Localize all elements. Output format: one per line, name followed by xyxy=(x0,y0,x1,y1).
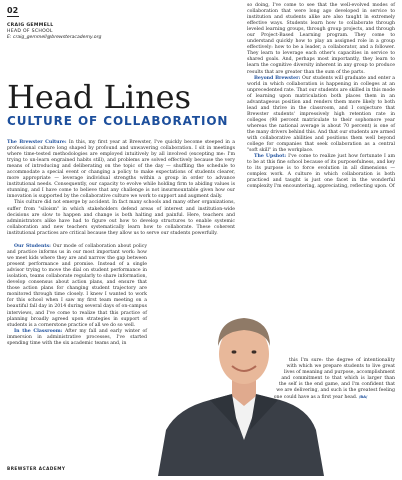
run-in-heading: Our Students: xyxy=(14,244,51,249)
page-number: 02 xyxy=(7,6,19,15)
paragraph-text: this I'm sure: the degree of intentionality with which we prepare students to live great lives of meaning and purpose, accomplishment and commitment to that which is larger than the self is the end game, and I'm confident that we are delivering, and such is the greatest feeling one could have as a first year head. xyxy=(273,358,395,401)
run-in-heading: The Upshot: xyxy=(254,154,287,160)
author-block xyxy=(7,23,101,41)
right-column xyxy=(247,3,395,190)
email-prefix: E: xyxy=(7,35,13,40)
paragraph-text: Our mode of collaboration about policy and practice informs us in our most important work: how we meet kids where they are and narrow the gap between present performance and promise. Instead of a single advisor trying to move the dial on student performance in isolation, teams collaborate regularly to share information, develop consensus about action plans, and ensure that those action plans for changing student trajectory are monitored through time closely. I knew I wanted to work for this school when I saw my first team meeting on a beautiful fall day in 2014 during several days of on-campus interviews, and I've come to realize that this practice of planning broadly agreed upon strategies in support of students is a cornerstone practice of all we do so well. xyxy=(7,244,147,328)
paragraph-text: I've come to realize just how fortunate I am to be at this fine school because of its purposefulness, and key to its purpose is to force evolution in all dimensions — complex work. A culture in which collaboration is both practiced and taught is just one facet in the wonderful complexity I'm encountering, appreciating, reflecting upon. Of xyxy=(247,154,395,190)
paragraph-text: so doing, I've come to see that the well-evolved modes of collaboration that were long ago developed in service to institution and students alike are also taught in extremely effective ways. Students learn how to collaborate through leveled learning groups, through group projects, and through our Project-Based Learning program. They come to understand quickly how to play an assigned role in a group effectively: how to be a leader, a collaborator, and a follower. They learn to leverage each other's capacities in service to shared goals. And, perhaps most importantly, they learn to learn the cognitive diversity inherent in any group to produce results that are greater than the sum of the parts. xyxy=(247,3,395,75)
right-paragraph xyxy=(247,154,395,190)
main-paragraph xyxy=(7,200,235,236)
run-in-heading: Beyond Brewster: xyxy=(254,75,301,81)
right-paragraph xyxy=(247,3,395,76)
page-number-rule xyxy=(7,16,19,17)
end-mark: /BA/ xyxy=(358,394,368,400)
paragraph-text: Our students will graduate and enter a world in which collaboration is happening in colleges at an unprecedented rate. That our students are skilled in this mode of learning upon matriculation both places them in an advantageous position and renders them more likely to both lead and thrive in the classroom, and I conjecture that Brewster students' impressively high retention rate in colleges (98 percent matriculate to their sophomore year whereas the national average is about 70 percent) is one of the many drivers behind this. And that our students are armed with collaborative abilities and positions them well beyond college for companies that seek collaboration as a central "soft skill" in the workplace. xyxy=(247,75,395,154)
paragraph-text: This culture did not emerge by accident. In fact many schools and many other organizations, suffer from "siloism" in which stakeholders defend areas of interest and institution-wide decisions are slow to happen and change is both halting and painful. Here, teachers and administrators alike have had to figure out how to develop structures to enable systemic collaboration and new teachers systematically learn how to collaborate. These coherent institutional practices are critical because they allow us to serve our students powerfully. xyxy=(7,200,235,236)
main-column xyxy=(7,140,235,237)
main-paragraph xyxy=(7,244,147,329)
author-email-link[interactable]: craig_gemmell@brewsteracademy.org xyxy=(12,35,102,40)
author-email[interactable] xyxy=(7,35,101,41)
paragraph-text: After my fall and early winter of immersion in administrative processes, I've started spending time with the six academic teams and, in xyxy=(7,328,148,346)
right-eye xyxy=(252,350,257,353)
main-paragraph xyxy=(7,140,235,200)
lower-column xyxy=(7,244,147,347)
run-in-heading: In the Classroom: xyxy=(14,328,63,334)
paragraph-text: In this, my first year at Brewster, I've quickly become steeped in a professional culture long shaped by profound and unwavering collaboration. I sit in meetings where time-tested methodologies are employed intuitively by all involved (excepting me: I'm trying to un-learn engrained habits still), and problems are solved effectively because the very means of introducing and deliberating on the topic of the day — shuffling the schedule to accommodate a special event or changing a policy to make expectations of students clearer, more appropriate — leverage individual strengths within a group in order to advance institutional needs. Consequently, our capacity to evolve while holding firm to abiding values is stunning, and I have come to believe that any challenge is not insurmountable given how our innovation is supported by the collaborative culture we work to support and augment daily. xyxy=(7,140,235,200)
main-paragraph xyxy=(7,329,147,347)
portrait-illustration xyxy=(148,280,328,476)
article-title: Head Lines xyxy=(7,78,192,116)
author-name: CRAIG GEMMELL xyxy=(7,23,54,28)
left-eye xyxy=(232,350,237,353)
author-title: HEAD OF SCHOOL xyxy=(7,29,53,34)
author-portrait xyxy=(148,280,328,476)
run-in-heading: The Brewster Culture: xyxy=(7,140,67,145)
right-paragraph xyxy=(247,76,395,155)
article-subtitle: CULTURE OF COLLABORATION xyxy=(7,114,229,128)
page-footer: BREWSTER ACADEMY xyxy=(7,466,66,471)
